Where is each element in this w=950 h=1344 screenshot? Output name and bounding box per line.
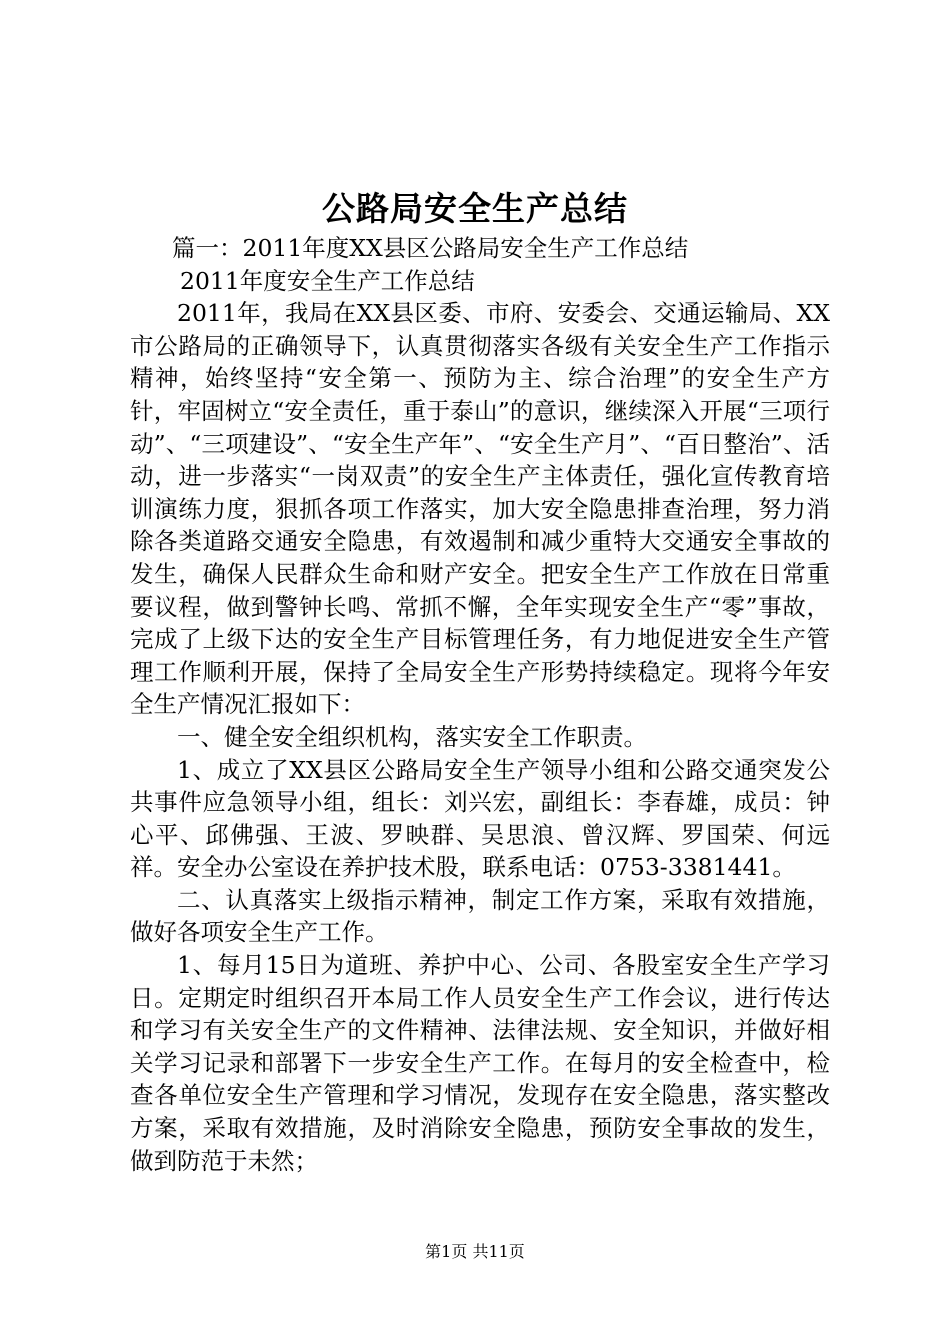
paragraph-intro: 2011年，我局在XX县区委、市府、安委会、交通运输局、XX市公路局的正确领导下，认真贯彻落实各级有关安全生产工作指示精神，始终坚持“安全第一、预防为主、综合治理”的安全生产方针，牢固树立“安全责任，重于泰山”的意识，继续深入开展“三项行动”、“三项建设”、“安全生产年”、“安全生产月”、“百日整治”、活动，进一步落实“一岗双责”的安全生产主体责任，强化宣传教育培训演练力度，狠抓各项工作落实，加大安全隐患排查治理，努力消除各类道路交通安全隐患，有效遏制和减少重特大交通安全事故的发生，确保人民群众生命和财产安全。把安全生产工作放在日常重要议程，做到警钟长鸣、常抓不懈，全年实现安全生产“零”事故，完成了上级下达的安全生产目标管理任务，有力地促进安全生产管理工作顺利开展，保持了全局安全生产形势持续稳定。现将今年安全生产情况汇报如下： xyxy=(130,299,830,719)
paragraph-1-1: 1、成立了XX县区公路局安全生产领导小组和公路交通突发公共事件应急领导小组，组长：刘兴宏，副组长：李春雄，成员：钟心平、邱佛强、王波、罗映群、吴思浪、曾汉辉、罗国荣、何远祥。安全办公室设在养护技术股，联系电话：0753-3381441。 xyxy=(130,755,830,882)
section-heading-2: 二、认真落实上级指示精神，制定工作方案，采取有效措施，做好各项安全生产工作。 xyxy=(130,885,830,947)
paragraph-2-1: 1、每月15日为道班、养护中心、公司、各股室安全生产学习日。定期定时组织召开本局工作人员安全生产工作会议，进行传达和学习有关安全生产的文件精神、法律法规、安全知识，并做好相关学习记录和部署下一步安全生产工作。在每月的安全检查中，检查各单位安全生产管理和学习情况，发现存在安全隐患，落实整改方案，采取有效措施，及时消除安全隐患，预防安全事故的发生，做到防范于未然； xyxy=(130,951,830,1175)
document-body xyxy=(130,232,830,1177)
subtitle-report: 2011年度安全生产工作总结 xyxy=(180,266,475,295)
section-heading-1: 一、健全安全组织机构，落实安全工作职责。 xyxy=(177,722,647,751)
subtitle-chapter: 篇一：2011年度XX县区公路局安全生产工作总结 xyxy=(172,234,689,262)
document-title: 公路局安全生产总结 xyxy=(322,189,628,228)
page-footer: 第1页 共11页 xyxy=(425,1242,525,1261)
